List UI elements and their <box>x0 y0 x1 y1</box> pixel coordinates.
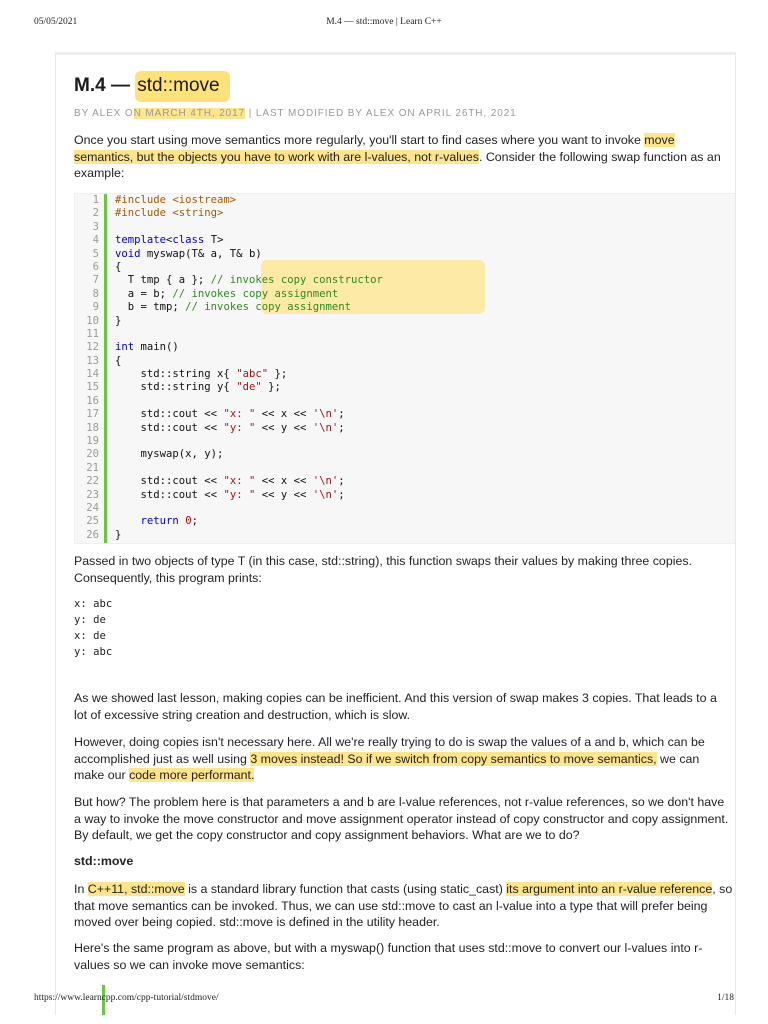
code-lines <box>115 194 383 542</box>
code-token: '\n' <box>312 421 339 434</box>
code-block-swap <box>74 193 736 544</box>
line-number: 19 <box>86 435 99 448</box>
code-token: myswap(T& a, T& b) <box>140 247 262 260</box>
code-line <box>115 368 383 381</box>
byline-date: N MARCH 4TH, 2017 <box>133 108 246 119</box>
code-token: << x << <box>255 408 313 421</box>
code-line <box>115 395 383 408</box>
code-line <box>115 529 383 542</box>
paragraph-inefficient: As we showed last lesson, making copies can be inefficient. And this version of swap makes 3 copies. That leads to a lot of excessive string creation and destruction, which is slow. <box>74 691 717 722</box>
code-line <box>115 435 383 448</box>
code-line <box>115 475 383 488</box>
code-token: << x << <box>255 475 313 488</box>
code-line <box>115 234 383 247</box>
intro-text-c: . Consider the following swap function as an example: <box>74 149 721 181</box>
code-token <box>115 515 141 527</box>
code-token: << y << <box>255 488 313 501</box>
code-token: std::string x{ <box>115 368 237 381</box>
paragraph-how: But how? The problem here is that parameters a and b are l-value references, not r-value references, so we don't have a way to invoke the move constructor and move assignment operator instead of copy constructor and copy assignment. By default, we get the copy constructor and copy assignment behaviors. What are we to do? <box>74 795 729 843</box>
code-token: }; <box>268 368 288 381</box>
print-title: M.4 — std::move | Learn C++ <box>326 17 442 27</box>
code-accent-bar <box>104 194 107 543</box>
byline-author: BY ALEX O <box>74 108 134 119</box>
code-token: "y: " <box>223 421 256 434</box>
code-token: "de" <box>236 381 262 394</box>
code-token: int <box>115 341 135 354</box>
code-token: } <box>115 314 122 327</box>
code-token: class <box>172 234 205 247</box>
line-number: 4 <box>92 234 99 247</box>
code-token: #include <iostream> <box>115 194 237 206</box>
line-number: 22 <box>86 475 99 488</box>
code-token: std::cout << <box>115 475 224 488</box>
article-card <box>55 52 736 1015</box>
paragraph-moves <box>74 734 733 784</box>
line-number: 24 <box>86 501 99 514</box>
line-number: 11 <box>86 327 99 340</box>
code-token: '\n' <box>312 475 339 488</box>
line-number: 5 <box>92 247 99 260</box>
line-number: 26 <box>86 528 99 541</box>
code-token: 0 <box>185 515 192 528</box>
code-token: std::string y{ <box>115 381 237 394</box>
code-token: ; <box>338 475 345 488</box>
code-token: "x: " <box>223 475 256 488</box>
code-line <box>115 207 383 220</box>
line-number: 3 <box>92 220 99 233</box>
byline-modified: | LAST MODIFIED BY ALEX ON APRIL 26TH, 2021 <box>245 108 517 119</box>
code-token: "abc" <box>236 368 269 381</box>
intro-text-a: Once you start using move semantics more regularly, you'll start to find cases where you want to invoke <box>74 133 645 147</box>
line-number: 8 <box>92 287 99 300</box>
code-line <box>115 288 383 301</box>
code-token: T> <box>204 234 224 247</box>
line-number: 10 <box>86 314 99 327</box>
code-token: { <box>115 354 122 367</box>
line-number: 7 <box>92 274 99 287</box>
code-token: }; <box>261 381 281 394</box>
p4-highlight-performant: code more performant. <box>129 768 255 783</box>
code-line <box>115 274 383 287</box>
section-heading-stdmove: std::move <box>74 854 134 868</box>
line-number: 12 <box>86 341 99 354</box>
code-token: "y: " <box>223 488 256 501</box>
code-token: { <box>115 260 122 273</box>
paragraph-same-program: Here's the same program as above, but with a myswap() function that uses std::move to convert our l-values into r-values so we can invoke move semantics: <box>74 941 703 972</box>
code-token: ; <box>338 408 345 421</box>
code-line <box>115 408 383 421</box>
code-token: template <box>115 234 167 247</box>
line-number: 20 <box>86 448 99 461</box>
code-line <box>115 489 383 502</box>
code-line <box>115 301 383 314</box>
title-highlight: std::move <box>135 71 229 102</box>
intro-paragraph <box>74 132 733 182</box>
paragraph-stdmove-definition <box>74 881 733 931</box>
code-token: // invokes copy assignment <box>185 301 351 314</box>
code-line <box>115 328 383 341</box>
code-token: main() <box>134 341 179 354</box>
p4-highlight-moves: 3 moves instead! So if we switch from copy semantics to move semantics, <box>250 751 657 766</box>
title-prefix: M.4 — <box>74 75 136 96</box>
code-token: } <box>115 528 122 541</box>
code-line <box>115 248 383 261</box>
line-number: 21 <box>86 461 99 474</box>
code-line <box>115 194 383 207</box>
line-number: 23 <box>86 488 99 501</box>
line-number: 15 <box>86 381 99 394</box>
page-title <box>74 75 230 97</box>
intro-highlight: move semantics, but the objects you have to work with are l-values, not r-values <box>74 133 675 164</box>
code-token: a = b; <box>115 287 173 300</box>
code-token: std::cout << <box>115 421 224 434</box>
code-token: // invokes copy constructor <box>210 274 383 287</box>
code-token: b = tmp; <box>115 301 186 314</box>
code-token: std::cout << <box>115 408 224 421</box>
print-url: https://www.learncpp.com/cpp-tutorial/stdmove/ <box>34 993 219 1003</box>
code-line <box>115 515 383 528</box>
p4-text-a: However, doing copies isn't necessary here. All we're really trying to do is swap the values of a and b, which can be accomplished just as well using <box>74 735 705 766</box>
p6-text-a: In <box>74 882 88 896</box>
line-number: 13 <box>86 354 99 367</box>
byline <box>74 108 517 119</box>
code-token: myswap(x, y); <box>115 448 224 461</box>
code-token: ; <box>191 515 198 528</box>
line-number: 9 <box>92 301 99 314</box>
line-number: 18 <box>86 421 99 434</box>
line-number: 1 <box>92 194 99 206</box>
p6-text-c: is a standard library function that casts (using static_cast) <box>184 882 507 896</box>
code-line <box>115 381 383 394</box>
code-token: // invokes copy assignment <box>172 287 339 300</box>
code-line <box>115 448 383 461</box>
program-output: x: abc y: de x: de y: abc <box>74 598 113 658</box>
code-line <box>115 462 383 475</box>
code-token: << y << <box>255 421 313 434</box>
line-number: 2 <box>92 207 99 220</box>
code-token: std::cout << <box>115 488 224 501</box>
p6-highlight-rvalue: its argument into an r-value reference <box>506 882 713 896</box>
code-token: return <box>140 515 179 528</box>
p4-text-c: we can make our <box>74 751 700 783</box>
code-token: ; <box>338 488 345 501</box>
code-line <box>115 422 383 435</box>
paragraph-copies: Passed in two objects of type T (in this case, std::string), this function swaps their values by making three copies. Consequently, this program prints: <box>74 554 692 585</box>
p6-highlight-cpp11: C++11, std::move <box>87 882 185 896</box>
code-line <box>115 261 383 274</box>
line-number: 6 <box>92 260 99 273</box>
code-token: '\n' <box>312 488 339 501</box>
line-number: 25 <box>86 515 99 528</box>
line-number-gutter <box>75 194 99 543</box>
code-token: #include <string> <box>115 207 224 220</box>
line-number: 14 <box>86 368 99 381</box>
code-token: '\n' <box>312 408 339 421</box>
p6-text-e: , so that move semantics can be invoked. Thus, we can use std::move to cast an l-value into a type that will prefer being moved over being copied. std::move is defined in the utility header. <box>74 882 733 930</box>
print-date: 05/05/2021 <box>34 17 78 27</box>
code-token: ; <box>338 421 345 434</box>
code-token: "x: " <box>223 408 256 421</box>
code-token: T tmp { a }; <box>115 274 211 287</box>
code-token: < <box>166 234 173 247</box>
print-page-number: 1/18 <box>717 993 734 1003</box>
code-line <box>115 341 383 354</box>
code-line <box>115 221 383 234</box>
line-number: 17 <box>86 408 99 421</box>
code-line <box>115 315 383 328</box>
line-number: 16 <box>86 394 99 407</box>
code-line <box>115 502 383 515</box>
code-token: void <box>115 247 141 260</box>
code-line <box>115 355 383 368</box>
